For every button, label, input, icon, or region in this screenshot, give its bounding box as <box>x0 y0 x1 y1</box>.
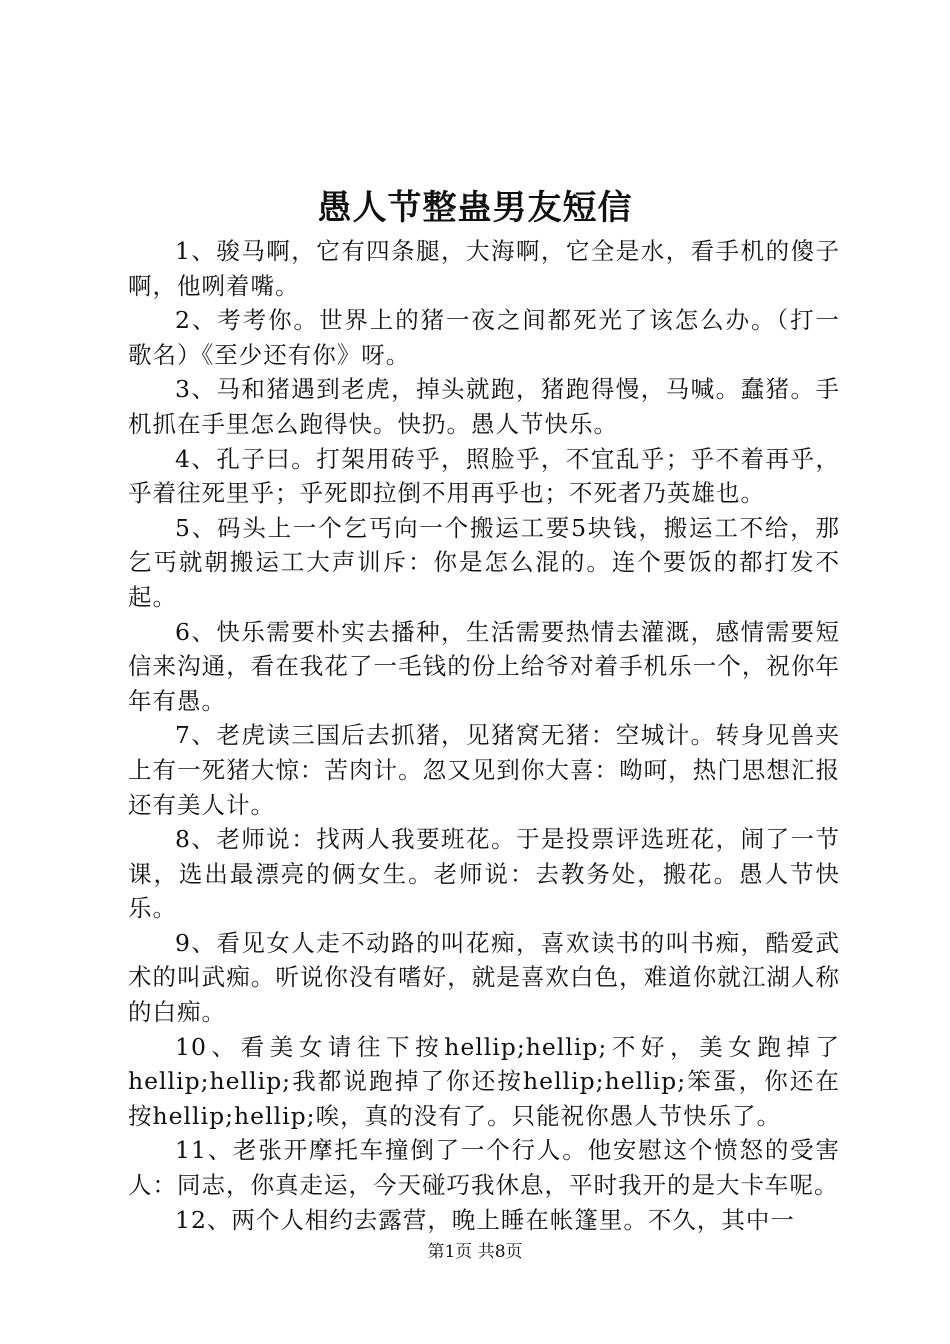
paragraph-6: 6、快乐需要朴实去播种，生活需要热情去灌溉，感情需要短信来沟通，看在我花了一毛钱的份上给爷对着手机乐一个，祝你年年有愚。 <box>128 617 840 715</box>
paragraph-10: 10、看美女请往下按hellip;hellip;不好，美女跑掉了hellip;hellip;我都说跑掉了你还按hellip;hellip;笨蛋，你还在按hellip;hellip;唉，真的没有了。只能祝你愚人节快乐了。 <box>128 1032 840 1130</box>
document-body <box>128 234 840 1237</box>
paragraph-7: 7、老虎读三国后去抓猪，见猪窝无猪：空城计。转身见兽夹上有一死猪大惊：苦肉计。忽又见到你大喜：呦呵，热门思想汇报还有美人计。 <box>128 721 840 819</box>
document-title: 愚人节整蛊男友短信 <box>317 188 633 228</box>
paragraph-9: 9、看见女人走不动路的叫花痴，喜欢读书的叫书痴，酷爱武术的叫武痴。听说你没有嗜好，就是喜欢白色，难道你就江湖人称的白痴。 <box>128 928 840 1027</box>
paragraph-1: 1、骏马啊，它有四条腿，大海啊，它全是水，看手机的傻子啊，他咧着嘴。 <box>128 237 840 300</box>
paragraph-8: 8、老师说：找两人我要班花。于是投票评选班花，闹了一节课，选出最漂亮的俩女生。老师说：去教务处，搬花。愚人节快乐。 <box>128 825 840 923</box>
paragraph-2: 2、考考你。世界上的猪一夜之间都死光了该怎么办。（打一歌名）《至少还有你》呀。 <box>128 306 840 369</box>
paragraph-3: 3、马和猪遇到老虎，掉头就跑，猪跑得慢，马喊。蠢猪。手机抓在手里怎么跑得快。快扔。愚人节快乐。 <box>128 375 840 438</box>
paragraph-5: 5、码头上一个乞丐向一个搬运工要5块钱，搬运工不给，那乞丐就朝搬运工大声训斥：你是怎么混的。连个要饭的都打发不起。 <box>128 513 840 611</box>
page-footer: 第1页 共8页 <box>427 1242 523 1262</box>
paragraph-4: 4、孔子曰。打架用砖乎，照脸乎，不宜乱乎；乎不着再乎，乎着往死里乎；乎死即拉倒不用再乎也；不死者乃英雄也。 <box>128 444 840 508</box>
paragraph-11: 11、老张开摩托车撞倒了一个行人。他安慰这个愤怒的受害人：同志，你真走运，今天碰巧我休息，平时我开的是大卡车呢。 <box>128 1136 840 1200</box>
paragraph-12: 12、两个人相约去露营，晚上睡在帐篷里。不久，其中一 <box>175 1205 795 1234</box>
